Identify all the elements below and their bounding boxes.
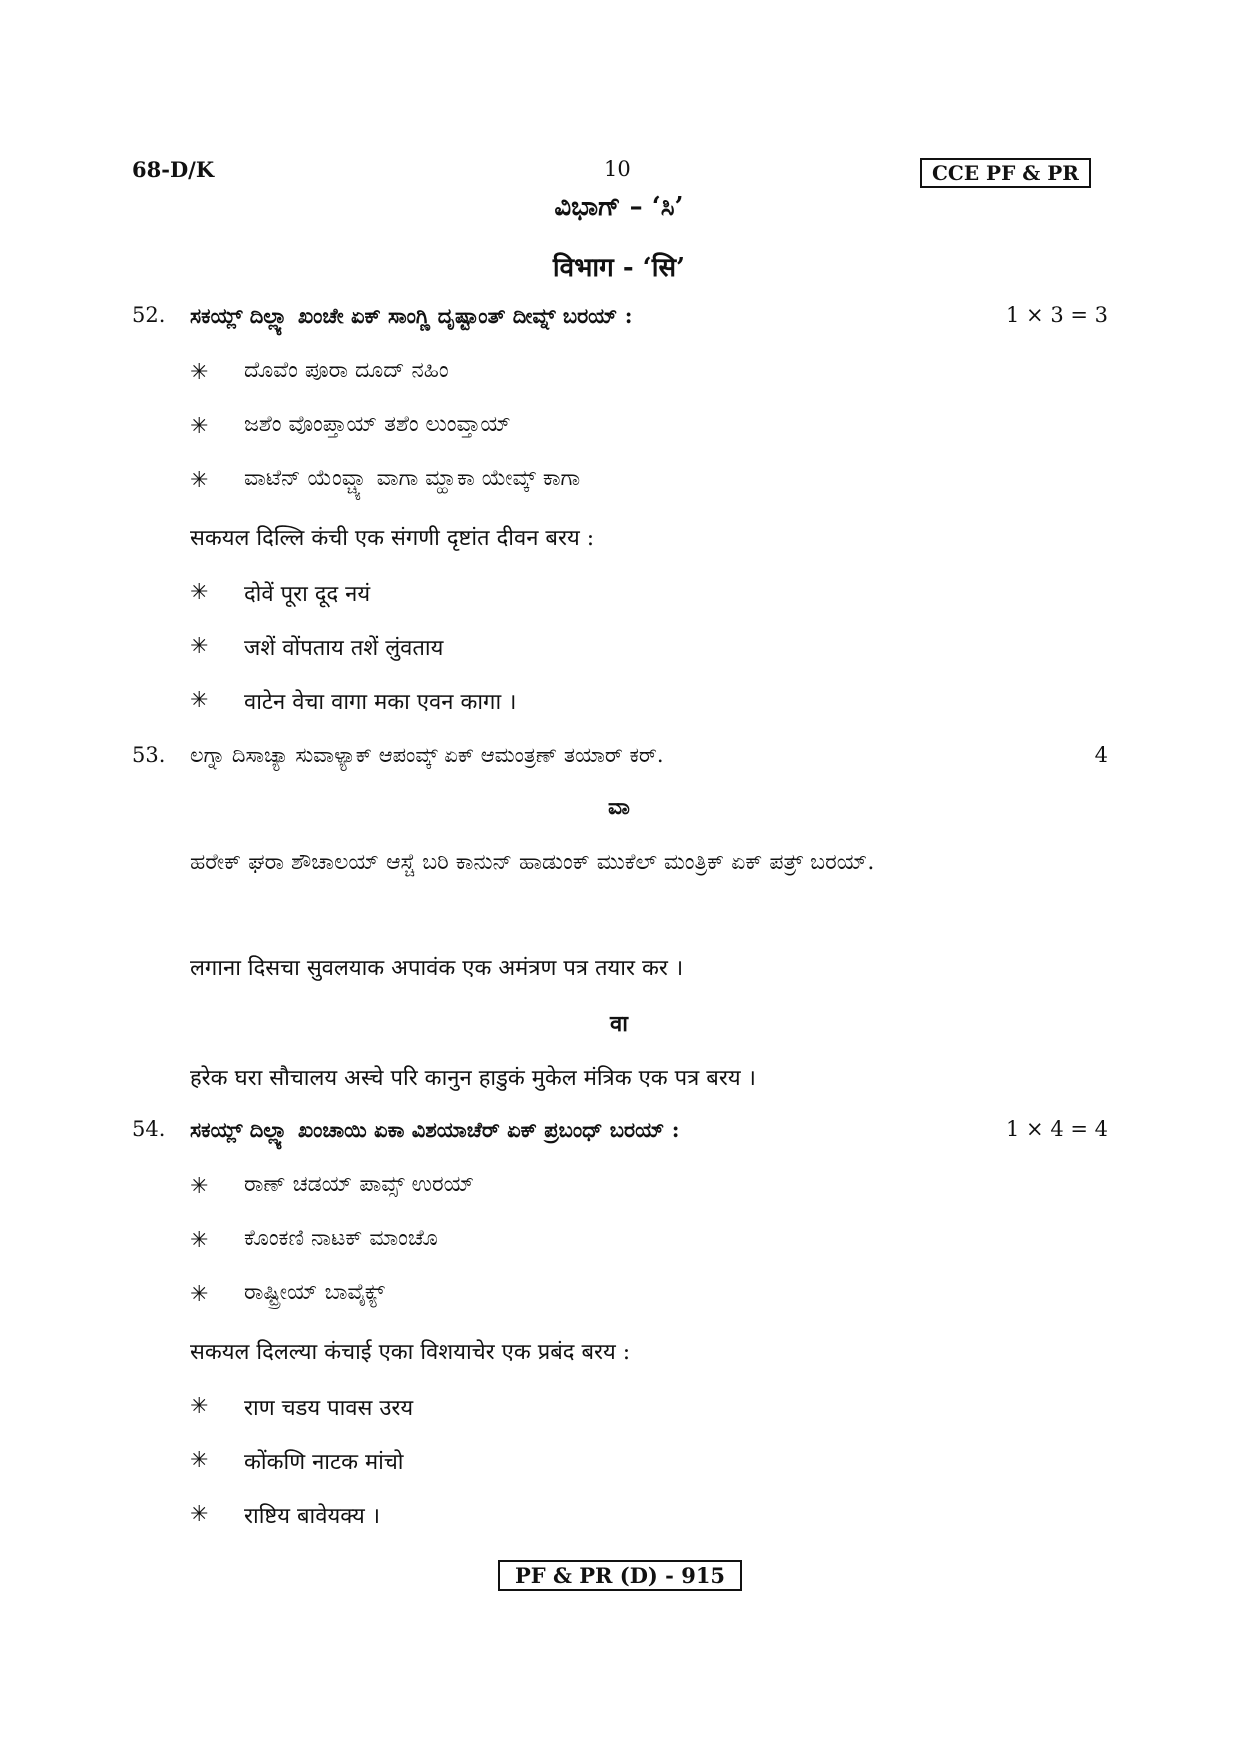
q53-or-kn: ವಾ bbox=[608, 794, 630, 820]
bullet-icon: ✳ bbox=[190, 1394, 209, 1419]
q54-item-dev-3: राष्टिय बावेयक्य । bbox=[244, 1504, 381, 1529]
bullet-icon: ✳ bbox=[190, 1174, 209, 1199]
section-title-devanagari: विभाग - ‘सि’ bbox=[552, 253, 686, 283]
page-number: 10 bbox=[604, 157, 631, 181]
q52-item-dev-3: वाटेन वेचा वागा मका एवन कागा । bbox=[244, 690, 517, 715]
q53-text: ಲಗ್ನಾ ದಿಸಾಚ್ಯಾ ಸುವಾಳ್ಯಾಕ್ ಆಪಂವ್ಕ್ ಏಕ್ ಆಮಂತ್ರಣ್ ತಯಾರ್ ಕರ್. bbox=[190, 743, 664, 767]
bullet-icon: ✳ bbox=[190, 360, 209, 385]
footer-code-box: PF & PR (D) - 915 bbox=[498, 1560, 742, 1591]
bullet-icon: ✳ bbox=[190, 414, 209, 439]
paper-code: 68-D/K bbox=[132, 157, 215, 182]
bullet-icon: ✳ bbox=[190, 468, 209, 493]
q54-text-devanagari: सकयल दिलल्या कंचाई एका विशयाचेर एक प्रबंद बरय : bbox=[190, 1340, 631, 1365]
q54-marks: 1 × 4 = 4 bbox=[1006, 1117, 1108, 1141]
q52-marks: 1 × 3 = 3 bbox=[1006, 303, 1108, 327]
bullet-icon: ✳ bbox=[190, 634, 209, 659]
exam-code-box: CCE PF & PR bbox=[920, 158, 1091, 188]
q52-text: ಸಕಯ್ಲ್ ದಿಲ್ಲ್ಯಾ ಖಂಚೇ ಏಕ್ ಸಾಂಗ್ಣಿ ದೃಷ್ಟಾಂತ್ ದೀವ್ನ್ ಬರಯ್ : bbox=[190, 303, 633, 328]
q52-item-kn-2: ಜಶೆಂ ವೊಂಪ್ತಾಯ್ ತಶೆಂ ಲುಂವ್ತಾಯ್ bbox=[244, 412, 512, 437]
q53-or-devanagari: वा bbox=[610, 1011, 628, 1037]
q54-item-kn-1: ರಾಣ್ ಚಡಯ್ ಪಾವ್ಸ್ ಉರಯ್ bbox=[244, 1172, 475, 1197]
q54-text: ಸಕಯ್ಲ್ ದಿಲ್ಲ್ಯಾ ಖಂಚಾಯಿ ಏಕಾ ವಿಶಯಾಚೆರ್ ಏಕ್ ಪ್ರಬಂಧ್ ಬರಯ್ : bbox=[190, 1117, 680, 1142]
q54-item-dev-1: राण चडय पावस उरय bbox=[244, 1396, 414, 1421]
bullet-icon: ✳ bbox=[190, 1448, 209, 1473]
bullet-icon: ✳ bbox=[190, 1228, 209, 1253]
q52-item-dev-1: दोवें पूरा दूद नयं bbox=[244, 582, 371, 607]
q54-number: 54. bbox=[132, 1117, 166, 1141]
q52-text-devanagari: सकयल दिल्लि कंची एक संगणी दृष्टांत दीवन बरय : bbox=[190, 526, 595, 551]
q53-alternative-devanagari: हरेक घरा सौचालय अस्चे परि कानुन हाडुकं मुकेल मंत्रिक एक पत्र बरय । bbox=[190, 1066, 756, 1091]
bullet-icon: ✳ bbox=[190, 580, 209, 605]
q52-item-kn-3: ವಾಟೆನ್ ಯೆಂವ್ಚ್ಯಾ ವಾಗಾ ಮ್ಹಾಕಾ ಯೇವ್ಕ್ ಕಾಗಾ bbox=[244, 466, 581, 491]
q54-item-kn-2: ಕೊಂಕಣಿ ನಾಟಕ್ ಮಾಂಚೊ bbox=[244, 1226, 438, 1251]
bullet-icon: ✳ bbox=[190, 688, 209, 713]
q53-number: 53. bbox=[132, 743, 166, 767]
q54-item-dev-2: कोंकणि नाटक मांचो bbox=[244, 1450, 404, 1475]
q53-text-devanagari: लगाना दिसचा सुवलयाक अपावंक एक अमंत्रण पत्र तयार कर । bbox=[190, 956, 684, 981]
section-title-kannada-script: ವಿಭಾಗ್ – ‘ಸಿ’ bbox=[554, 192, 684, 222]
q52-item-dev-2: जशें वोंपताय तशें लुंवताय bbox=[244, 636, 444, 661]
q52-number: 52. bbox=[132, 303, 166, 327]
bullet-icon: ✳ bbox=[190, 1282, 209, 1307]
q53-alternative-kn: ಹರೇಕ್ ಘರಾ ಶೌಚಾಲಯ್ ಆಸ್ಚೆ ಬರಿ ಕಾನುನ್ ಹಾಡುಂಕ್ ಮುಕೆಲ್ ಮಂತ್ರಿಕ್ ಏಕ್ ಪತ್ರ್ ಬರಯ್. bbox=[190, 850, 875, 875]
q52-item-kn-1: ದೊವೆಂ ಪೂರಾ ದೂದ್ ನಹಿಂ bbox=[244, 358, 449, 383]
bullet-icon: ✳ bbox=[190, 1502, 209, 1527]
q53-marks: 4 bbox=[1094, 743, 1108, 767]
q54-item-kn-3: ರಾಷ್ಟ್ರೀಯ್ ಬಾವೈಕ್ಯ್ bbox=[244, 1280, 385, 1305]
